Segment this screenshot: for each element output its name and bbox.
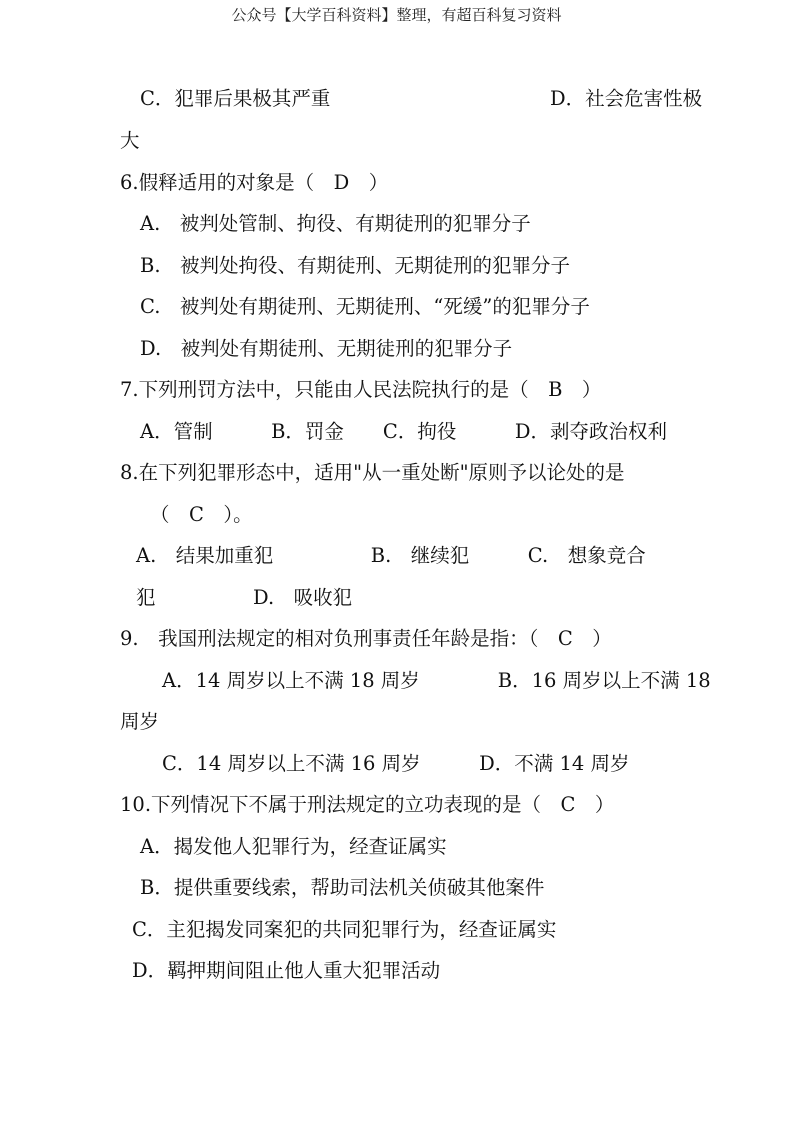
q9-options-line1-wrap: 周岁 <box>120 710 160 733</box>
page-header: 公众号【大学百科资料】整理，有超百科复习资料 <box>231 6 562 24</box>
q5-option-c: C．犯罪后果极其严重 <box>140 87 331 110</box>
q6-stem: 6.假释适用的对象是（ D ） <box>120 171 389 194</box>
q9-stem: 9. 我国刑法规定的相对负刑事责任年龄是指：（ C ） <box>120 627 612 650</box>
q8-answer: （ C ）。 <box>150 503 253 526</box>
q10-option-b: B．提供重要线索，帮助司法机关侦破其他案件 <box>140 876 545 899</box>
q5-option-d: D．社会危害性极 <box>550 87 703 110</box>
q8-options-line1: A. 结果加重犯 B. 继续犯 C. 想象竞合 <box>136 544 646 567</box>
q7-stem: 7.下列刑罚方法中，只能由人民法院执行的是（ B ） <box>120 378 602 401</box>
q5-option-d-wrap: 大 <box>120 129 140 152</box>
q8-options-line2: 犯 D. 吸收犯 <box>136 586 353 609</box>
q6-option-b: B. 被判处拘役、有期徒刑、无期徒刑的犯罪分子 <box>140 254 571 277</box>
q9-options-line2: C．14 周岁以上不满 16 周岁 D．不满 14 周岁 <box>162 752 630 775</box>
q8-stem: 8.在下列犯罪形态中，适用"从一重处断"原则予以论处的是 <box>120 461 625 484</box>
q7-options: A．管制 B．罚金 C．拘役 D．剥夺政治权利 <box>140 420 667 443</box>
q10-option-d: D．羁押期间阻止他人重大犯罪活动 <box>132 959 441 982</box>
q6-option-a: A. 被判处管制、拘役、有期徒刑的犯罪分子 <box>140 212 531 235</box>
q6-option-d: D. 被判处有期徒刑、无期徒刑的犯罪分子 <box>140 337 513 360</box>
q10-option-a: A．揭发他人犯罪行为，经查证属实 <box>140 835 447 858</box>
q10-option-c: C．主犯揭发同案犯的共同犯罪行为，经查证属实 <box>132 918 557 941</box>
q9-options-line1: A．14 周岁以上不满 18 周岁 B．16 周岁以上不满 18 <box>162 669 711 692</box>
q6-option-c: C. 被判处有期徒刑、无期徒刑、“死缓”的犯罪分子 <box>140 295 590 318</box>
q10-stem: 10.下列情况下不属于刑法规定的立功表现的是（ C ） <box>120 793 615 816</box>
